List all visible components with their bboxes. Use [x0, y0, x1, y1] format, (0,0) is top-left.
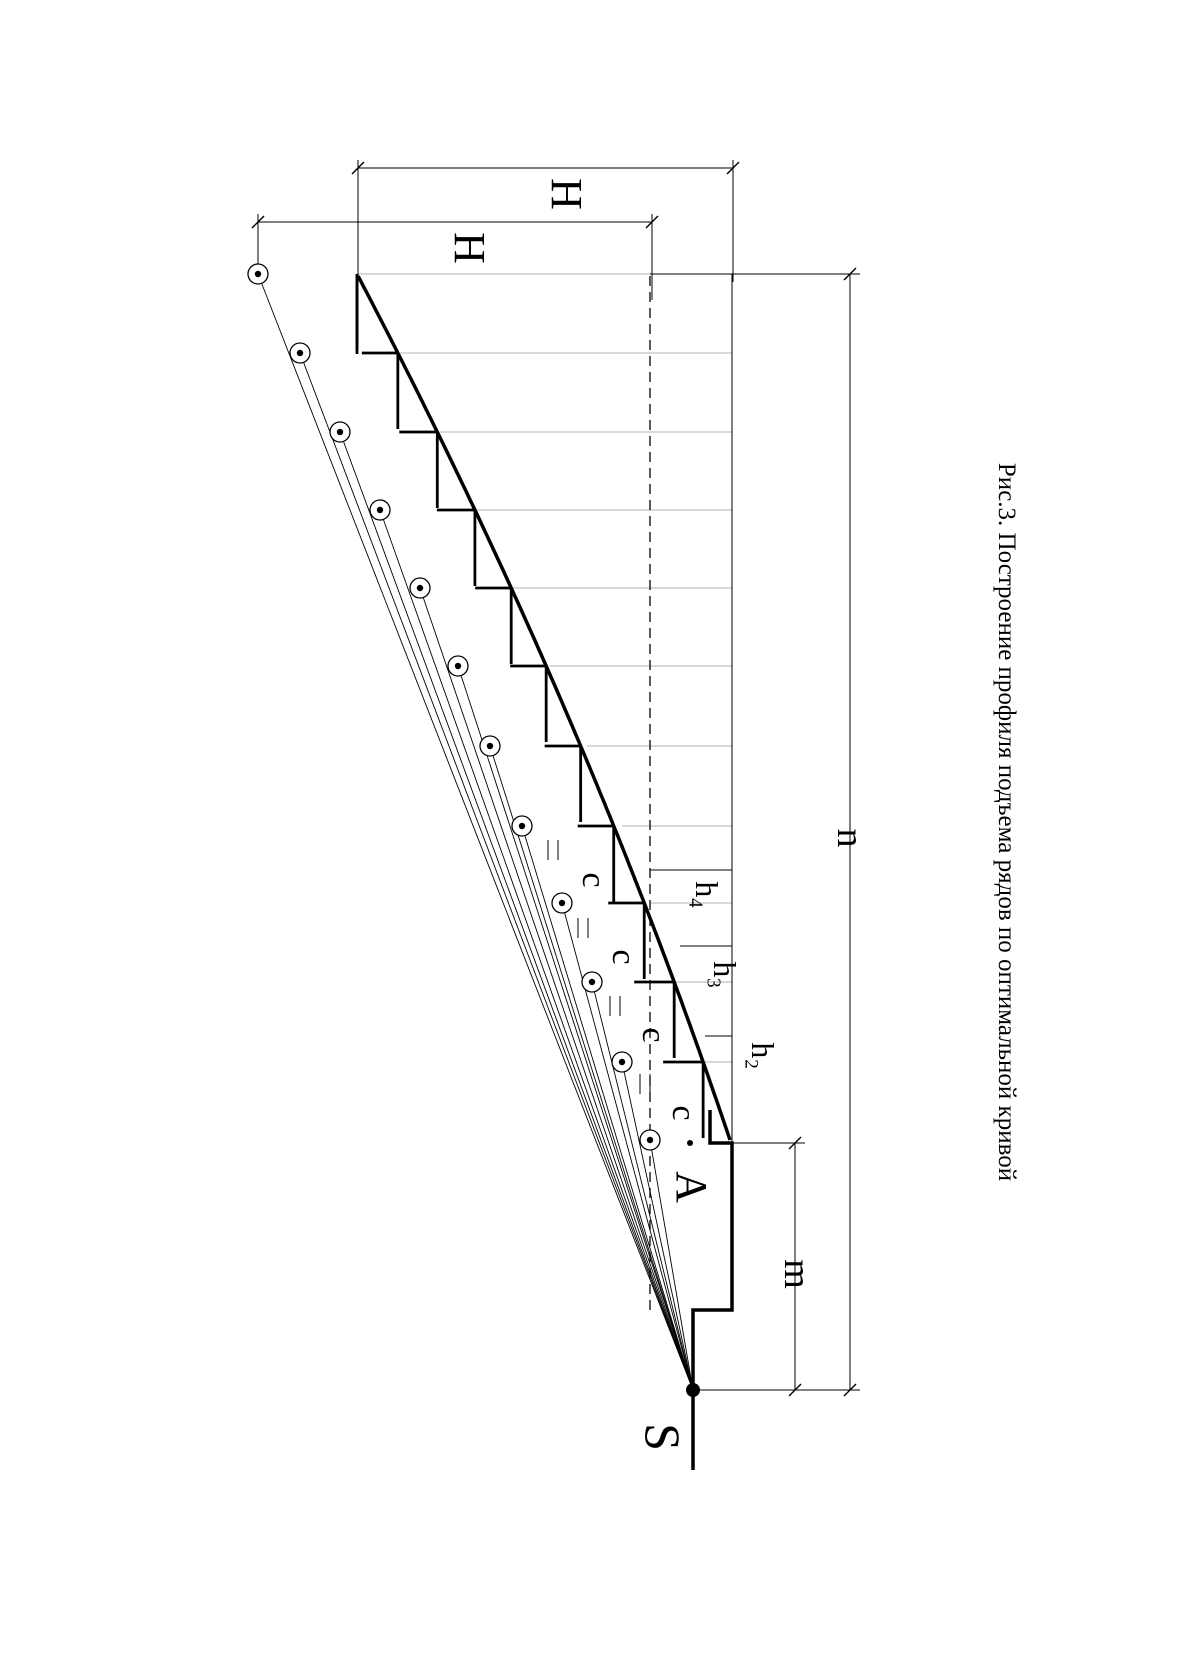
eye-point-dot — [337, 429, 343, 435]
label-m: m — [776, 1259, 818, 1289]
eye-point-dot — [589, 979, 595, 985]
eye-point-dot — [377, 507, 383, 513]
eye-point-dot — [519, 823, 525, 829]
sight-line — [490, 746, 693, 1390]
dimension-lines — [252, 160, 860, 1396]
podium-outline — [693, 1110, 732, 1470]
eye-point-dot — [647, 1137, 653, 1143]
eye-points — [248, 264, 700, 1397]
point-A — [687, 1140, 693, 1146]
eye-point-dot — [417, 585, 423, 591]
sight-line — [420, 588, 693, 1390]
sight-lines — [258, 274, 693, 1390]
sight-line — [340, 432, 693, 1390]
label-c-3: c — [635, 1027, 672, 1043]
sight-line — [300, 353, 693, 1390]
label-h4: h₄ — [689, 881, 725, 909]
label-h3: h₃ — [707, 961, 743, 989]
eye-point-dot — [487, 743, 493, 749]
eye-point-dot — [297, 350, 303, 356]
eye-point-dot — [619, 1059, 625, 1065]
label-h2: h₂ — [745, 1042, 781, 1070]
label-H-inner: H — [445, 232, 494, 264]
point-S — [686, 1383, 700, 1397]
label-c-2: c — [605, 949, 642, 965]
eye-point-dot — [255, 271, 261, 277]
figure-caption: Рис.3. Построение профиля подъема рядов по оптимальной кривой — [993, 462, 1020, 1182]
eye-point-dot — [455, 663, 461, 669]
label-c-1: c — [575, 872, 612, 888]
row-gridlines — [357, 274, 732, 1062]
label-S: S — [635, 1423, 691, 1451]
label-c-4: c — [665, 1105, 702, 1121]
sight-line — [258, 274, 693, 1390]
eye-point-dot — [559, 900, 565, 906]
label-A: A — [667, 1171, 716, 1203]
label-H-outer: H — [542, 178, 591, 210]
label-n: n — [829, 828, 871, 848]
